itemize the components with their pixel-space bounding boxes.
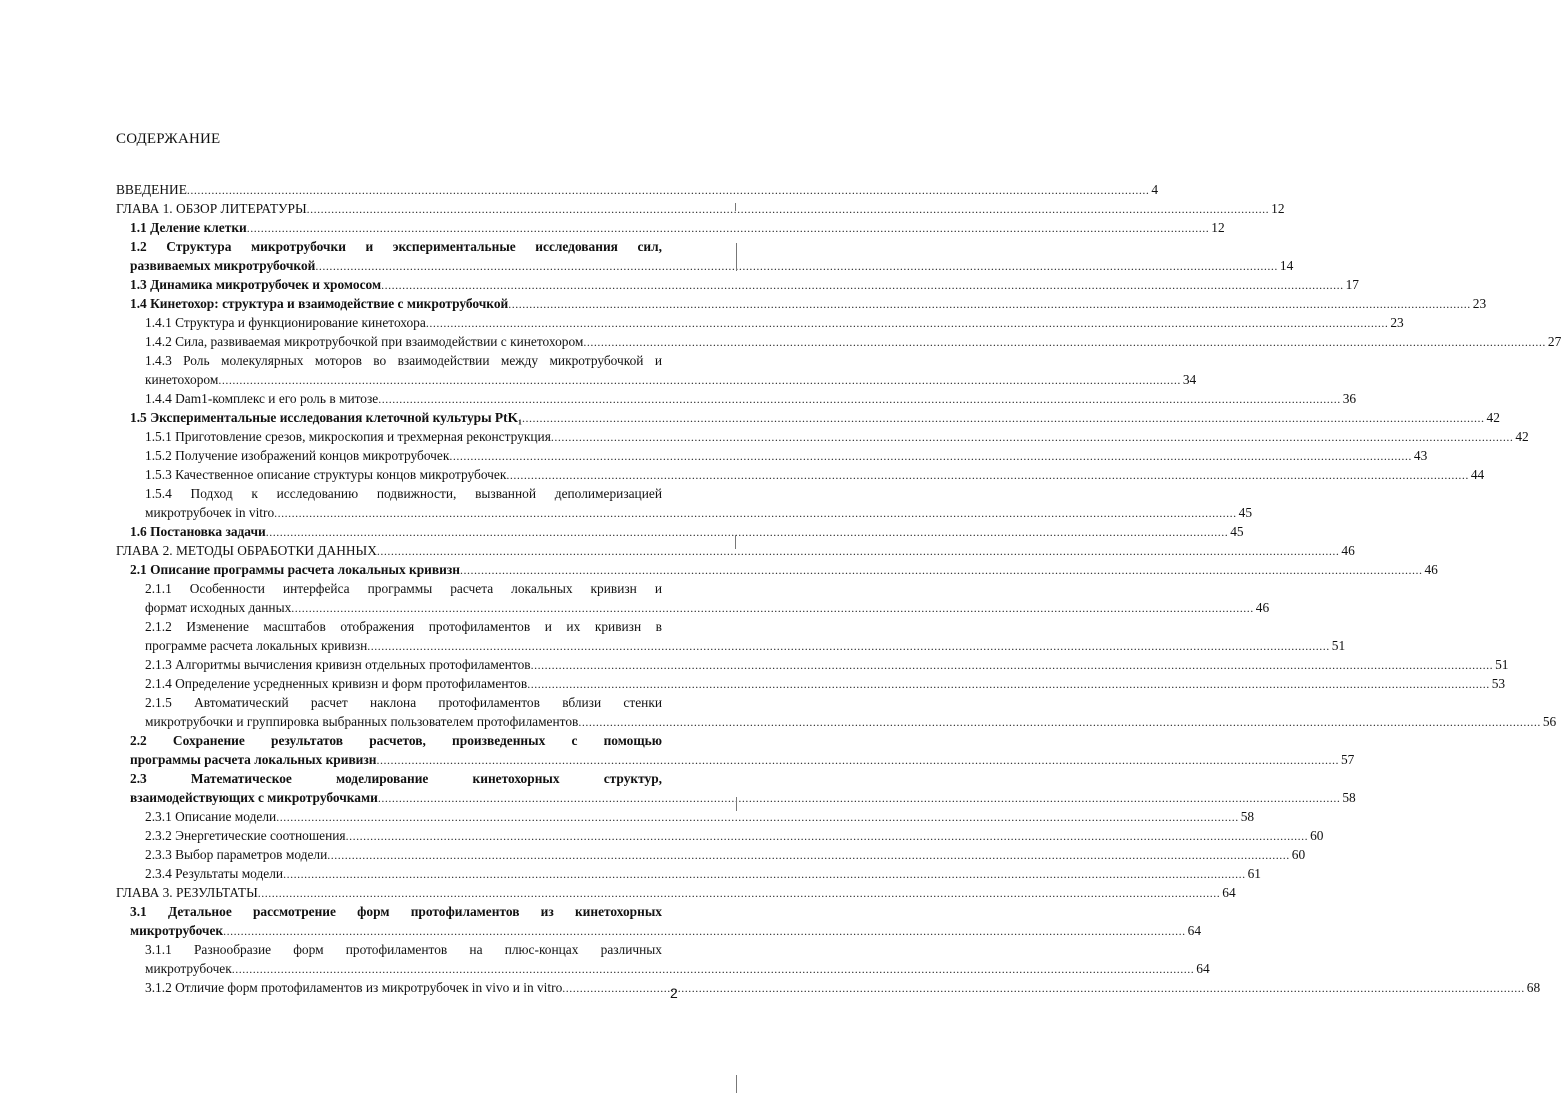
toc-entry-page: 12	[1211, 220, 1225, 235]
toc-entry-page: 27	[1547, 334, 1561, 349]
toc-entry-page: 51	[1495, 657, 1509, 672]
toc-entry-page: 45	[1238, 505, 1253, 520]
toc-entry-text: 1.4.2 Сила, развиваемая микротрубочкой при взаимодействии с кинетохором	[145, 334, 584, 349]
toc-entry-text: 1.1 Деление клетки	[130, 220, 247, 235]
toc-entry-page: 58	[1240, 809, 1255, 824]
toc-dot-leader	[274, 504, 1237, 523]
toc-dot-leader	[307, 200, 1270, 219]
toc-entry-text-line1: 2.2 Сохранение результатов расчетов, произведенных с помощью	[130, 733, 662, 748]
toc-entry-page: 68	[1526, 980, 1541, 995]
toc-entry-text: микротрубочек	[130, 923, 224, 938]
toc-entry-text: ГЛАВА 1. ОБЗОР ЛИТЕРАТУРЫ	[116, 201, 307, 216]
toc-entry-text: 1.5.3 Качественное описание структуры концов микротрубочек	[145, 467, 507, 482]
toc-entry-text: 1.4.4 Dam1-комплекс и его роль в митозе	[145, 391, 379, 406]
scan-mark	[735, 203, 736, 211]
toc-entry-text: микротрубочек in vitro	[145, 505, 275, 520]
toc-entry-text: ГЛАВА 3. РЕЗУЛЬТАТЫ	[116, 885, 258, 900]
toc-entry-page: 44	[1470, 467, 1485, 482]
toc-entry-text-line1: 1.4.3 Роль молекулярных моторов во взаимодействии между микротрубочкой и	[145, 353, 662, 368]
toc-dot-leader	[218, 371, 1181, 390]
toc-entry-text: взаимодействующих с микротрубочками	[130, 790, 378, 805]
toc-dot-leader	[460, 561, 1423, 580]
scan-mark	[736, 243, 737, 271]
toc-entry-text: 2.1.4 Определение усредненных кривизн и форм протофиламентов	[145, 676, 528, 691]
toc-dot-leader	[258, 884, 1221, 903]
toc-dot-leader	[367, 637, 1330, 656]
toc-entry-text: 1.3 Динамика микротрубочек и хромосом	[130, 277, 382, 292]
toc-entry-text: 1.5.1 Приготовление срезов, микроскопия и трехмерная реконструкция	[145, 429, 551, 444]
toc-entry-page: 61	[1247, 866, 1261, 881]
toc-entry-page: 56	[1542, 714, 1557, 729]
toc-entry-page: 51	[1331, 638, 1346, 653]
toc-entry-text: 1.5.2 Получение изображений концов микротрубочек	[145, 448, 450, 463]
toc-dot-leader	[291, 599, 1254, 618]
toc-entry-page: 64	[1187, 923, 1202, 938]
toc-entry-text: 2.1.3 Алгоритмы вычисления кривизн отдельных протофиламентов	[145, 657, 531, 672]
toc-entry-page: 17	[1345, 277, 1359, 292]
toc-entry-text: развиваемых микротрубочкой	[130, 258, 316, 273]
toc-dot-leader	[531, 656, 1494, 675]
toc-dot-leader	[378, 390, 1341, 409]
toc-entry-page: 34	[1182, 372, 1197, 387]
toc-dot-leader	[266, 523, 1229, 542]
toc-entry-text-line1: 2.1.5 Автоматический расчет наклона протофиламентов вблизи стенки	[145, 695, 662, 710]
toc-entry-text-line1: 2.1.1 Особенности интерфейса программы расчета локальных кривизн и	[145, 581, 662, 596]
toc-entry-text: 1.4.1 Структура и функционирование кинетохора	[145, 315, 426, 330]
toc-dot-leader	[527, 675, 1490, 694]
scan-mark	[736, 1075, 737, 1093]
toc-entry-text: 2.3.1 Описание модели	[145, 809, 277, 824]
toc-entry-text: микротрубочек	[145, 961, 232, 976]
page-number: 2	[670, 985, 678, 1001]
toc-entry-page: 43	[1413, 448, 1428, 463]
toc-entry-text-line1: 1.5.4 Подход к исследованию подвижности, вызванной деполимеризацией	[145, 486, 662, 501]
toc-entry-page: 57	[1340, 752, 1355, 767]
toc-entry-page: 12	[1271, 201, 1285, 216]
toc-entry-text: микротрубочки и группировка выбранных пользователем протофиламентов	[145, 714, 579, 729]
toc-entry-text: 1.5 Экспериментальные исследования клеточной культуры PtK₁	[130, 410, 523, 425]
toc-dot-leader	[508, 295, 1471, 314]
toc-dot-leader	[187, 181, 1150, 200]
toc-entry-text: 2.3.4 Результаты модели	[145, 866, 284, 881]
toc-dot-leader	[426, 314, 1389, 333]
toc-dot-leader	[315, 257, 1278, 276]
toc-dot-leader	[578, 713, 1541, 732]
toc-dot-leader	[247, 219, 1210, 238]
toc-entry-text-line1: 1.2 Структура микротрубочки и экспериментальные исследования сил,	[130, 239, 662, 254]
toc-entry-text-line1: 3.1.1 Разнообразие форм протофиламентов на плюс-концах различных	[145, 942, 662, 957]
toc-dot-leader	[551, 428, 1514, 447]
toc-entry-page: 23	[1390, 315, 1404, 330]
toc-dot-leader	[283, 865, 1246, 884]
toc-entry-page: 60	[1310, 828, 1324, 843]
toc-entry-text: 1.4 Кинетохор: структура и взаимодействие с микротрубочкой	[130, 296, 509, 311]
toc-entry-page: 45	[1230, 524, 1244, 539]
page-title: СОДЕРЖАНИЕ	[116, 131, 221, 147]
toc-entry-text: 3.1.2 Отличие форм протофиламентов из микротрубочек in vivo и in vitro	[145, 980, 563, 995]
toc-entry-page: 14	[1279, 258, 1294, 273]
toc-entry-page: 42	[1515, 429, 1529, 444]
toc-entry-text: программе расчета локальных кривизн	[145, 638, 368, 653]
toc-dot-leader	[377, 542, 1340, 561]
toc-entry-page: 42	[1486, 410, 1500, 425]
toc-entry-text: 2.3.3 Выбор параметров модели	[145, 847, 328, 862]
toc-dot-leader	[346, 827, 1309, 846]
toc-entry-text-line1: 3.1 Детальное рассмотрение форм протофиламентов из кинетохорных	[130, 904, 662, 919]
toc-entry-page: 36	[1342, 391, 1357, 406]
toc-dot-leader	[376, 751, 1339, 770]
toc-dot-leader	[223, 922, 1186, 941]
toc-dot-leader	[378, 789, 1341, 808]
toc-entry-page: 46	[1255, 600, 1270, 615]
toc-entry-page: 60	[1291, 847, 1306, 862]
toc-entry-text-line1: 2.1.2 Изменение масштабов отображения протофиламентов и их кривизн в	[145, 619, 662, 634]
toc-entry-page: 64	[1196, 961, 1210, 976]
toc-entry-text: 2.1 Описание программы расчета локальных кривизн	[130, 562, 460, 577]
toc-dot-leader	[522, 409, 1485, 428]
toc-entry-text: кинетохором	[145, 372, 219, 387]
toc-dot-leader	[276, 808, 1239, 827]
toc-entry-text: программы расчета локальных кривизн	[130, 752, 377, 767]
toc-entry-page: 64	[1222, 885, 1236, 900]
toc-entry-page: 46	[1341, 543, 1355, 558]
toc-dot-leader	[327, 846, 1290, 865]
toc-entry-text: ГЛАВА 2. МЕТОДЫ ОБРАБОТКИ ДАННЫХ	[116, 543, 377, 558]
toc-entry-page: 46	[1424, 562, 1438, 577]
toc-entry-text: 1.6 Постановка задачи	[130, 524, 266, 539]
toc-dot-leader	[232, 960, 1195, 979]
toc-dot-leader	[562, 979, 1525, 998]
toc-entry-page: 4	[1151, 182, 1159, 197]
toc-entry-page: 58	[1342, 790, 1356, 805]
scan-mark	[736, 797, 737, 811]
toc-dot-leader	[506, 466, 1469, 485]
toc-dot-leader	[449, 447, 1412, 466]
scan-mark	[735, 535, 736, 549]
toc-dot-leader	[381, 276, 1344, 295]
toc-dot-leader	[583, 333, 1546, 352]
toc-entry-text: ВВЕДЕНИЕ	[116, 182, 187, 197]
toc-entry-page: 53	[1491, 676, 1506, 691]
toc-entry-text: формат исходных данных	[145, 600, 292, 615]
toc-entry-text-line1: 2.3 Математическое моделирование кинетохорных структур,	[130, 771, 662, 786]
toc-entry-text: 2.3.2 Энергетические соотношения	[145, 828, 346, 843]
toc-entry-page: 23	[1472, 296, 1487, 311]
